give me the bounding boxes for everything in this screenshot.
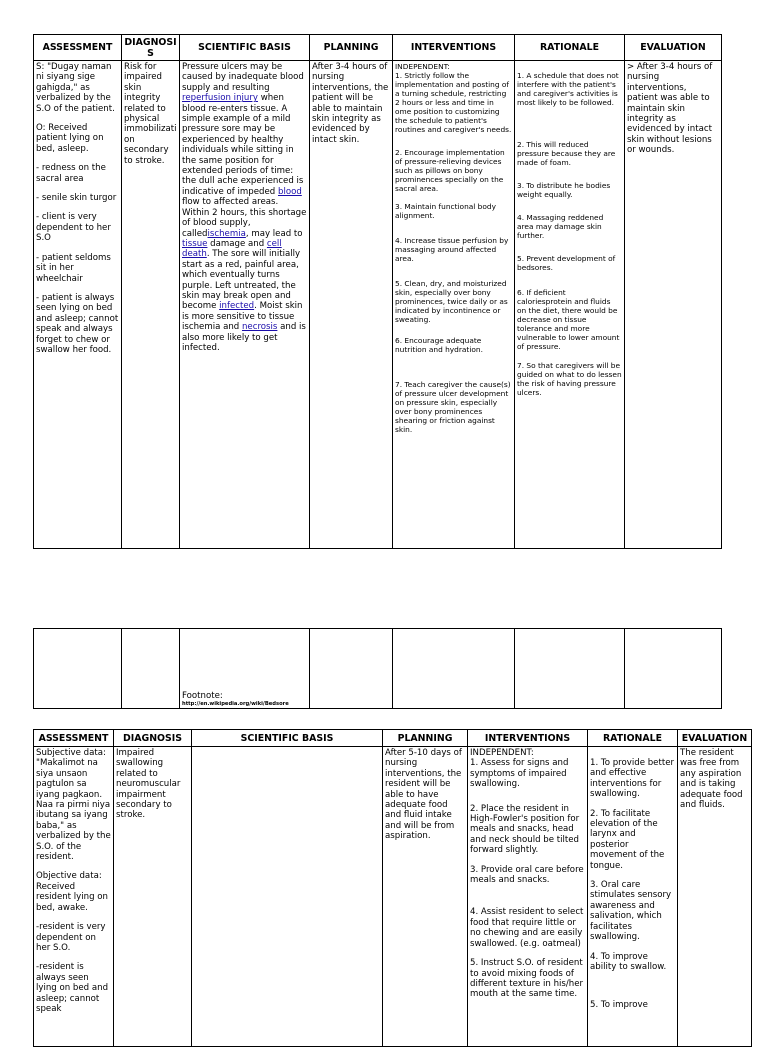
header-evaluation: EVALUATION (625, 35, 722, 61)
footnote-table (33, 628, 722, 709)
care-plan-table-skin-integrity (33, 34, 722, 549)
empty-cell (34, 629, 122, 709)
rationale-cell (515, 61, 625, 549)
footnote-url[interactable]: http://en.wikipedia.org/wiki/Bedsore (182, 701, 289, 707)
sci-text: , may lead to (245, 228, 303, 239)
header-rationale: RATIONALE (588, 730, 678, 747)
care-plan-table-swallowing (33, 729, 752, 1047)
empty-cell (393, 629, 515, 709)
interventions-cell (393, 61, 515, 549)
sci-text: and is also more likely to get infected. (182, 322, 306, 353)
cell-death-link[interactable]: cell death (182, 238, 282, 260)
assessment-line: - patient is always seen lying on bed and asleep; cannot speak and always forget to chew or swallow her food. (36, 292, 119, 355)
assessment-line: -resident is very dependent on her S.O. (36, 922, 106, 953)
rationale-item: 5. Prevent development of bedsores. (517, 254, 616, 272)
sci-text: damage and (207, 238, 267, 249)
assessment-line: - redness on the sacral area (36, 163, 106, 184)
scientific-basis-text (182, 62, 307, 353)
intervention-item: 2. Encourage implementation of pressure-relieving devices such as pillows on bony prominences specially on the sacral area. (395, 148, 505, 193)
table-row (34, 629, 722, 709)
necrosis-link[interactable]: necrosis (241, 322, 278, 333)
sci-text: . Moist skin is more sensitive to tissue ischemia and (182, 301, 303, 333)
diagnosis-cell (122, 61, 180, 549)
header-evaluation: EVALUATION (678, 730, 752, 747)
intervention-item: 4. Assist resident to select food that require little or no chewing and are easily swallowed. (e.g. oatmeal) (470, 907, 584, 949)
rationale-item: 2. To facilitate elevation of the larynx and posterior movement of the tongue. (590, 808, 665, 871)
ischemia-link[interactable]: ischemia (207, 228, 246, 239)
empty-cell (625, 629, 722, 709)
rationale-item: 4. Massaging reddened area may damage skin further. (517, 213, 604, 240)
header-scientific-basis: SCIENTIFIC BASIS (180, 35, 310, 61)
rationale-item: 3. Oral care stimulates sensory awareness and salivation, which facilitates swallowing. (590, 880, 672, 943)
assessment-cell (34, 61, 122, 549)
interventions-heading: INDEPENDENT: (470, 748, 534, 758)
planning-text: After 3-4 hours of nursing interventions, the patient will be able to maintain skin integrity as evidenced by intact skin. (312, 62, 389, 145)
rationale-item: 3. To distribute he bodies weight equally. (517, 181, 611, 199)
header-diagnosis: DIAGNOSIS (114, 730, 192, 747)
diagnosis-text: Impaired swallowing related to neuromuscular impairment secondary to stroke. (116, 748, 181, 821)
evaluation-text: > After 3-4 hours of nursing interventions, patient was able to maintain skin integrity as evidenced by intact skin without lesions or wounds. (627, 62, 713, 156)
intervention-item: 4. Increase tissue perfusion by massaging around affected area. (395, 236, 509, 263)
assessment-line: S: "Dugay naman ni siyang sige gahigda," as verbalized by the S.O of the patient. (36, 62, 115, 114)
header-rationale: RATIONALE (515, 35, 625, 61)
reperfusion-injury-link[interactable]: reperfusion injury (182, 93, 258, 104)
assessment-line: Objective data: Received resident lying on bed, awake. (36, 871, 108, 913)
intervention-item: 7. Teach caregiver the cause(s) of pressure ulcer development on pressure skin, especially over bony prominences shearing or friction against skin. (395, 380, 511, 434)
header-row (34, 730, 752, 747)
intervention-item: 3. Maintain functional body alignment. (395, 202, 496, 220)
empty-cell (122, 629, 180, 709)
assessment-line: -resident is always seen lying on bed and asleep; cannot speak (36, 962, 109, 1014)
evaluation-cell (678, 747, 752, 1047)
footnote-cell (180, 629, 310, 709)
intervention-item: 1. Assess for signs and symptoms of impaired swallowing. (470, 758, 569, 790)
interventions-cell (468, 747, 588, 1047)
intervention-item: 5. Clean, dry, and moisturized skin, especially over bony prominences, twice daily or as indicated by incontinence or sweating. (395, 279, 508, 324)
diagnosis-text: Risk for impaired skin integrity related to physical immobilization secondary to stroke. (124, 62, 177, 166)
assessment-line: - senile skin turgor (36, 193, 117, 204)
table-row (34, 747, 752, 1047)
intervention-item: 5. Instruct S.O. of resident to avoid mixing foods of different texture in his/her mouth at the same time. (470, 958, 584, 1000)
planning-text: After 5-10 days of nursing interventions, the resident will be able to have adequate food and fluid intake and will be from aspiration. (385, 748, 462, 842)
footnote-label: Footnote: (182, 690, 223, 701)
blood-link[interactable]: blood (277, 186, 302, 197)
evaluation-cell (625, 61, 722, 549)
rationale-item: 1. A schedule that does not interfere with the patient's and caregiver's activities is most likely to be followed. (517, 71, 619, 107)
assessment-line: Subjective data: "Makalimot na siya unsaon pagtulon sa iyang pagkaon. Naa ra pirmi niya ibutang sa iyang baba," as verbalized by the S.O. of the resident. (36, 748, 111, 863)
sci-text: flow to affected areas. Within 2 hours, this shortage of blood supply, called (182, 197, 307, 239)
assessment-line: - client is very dependent to her S.O (36, 212, 111, 244)
tissue-link[interactable]: tissue (182, 238, 208, 249)
intervention-item: 2. Place the resident in High-Fowler's position for meals and snacks, head and neck should be tilted forward slightly. (470, 803, 580, 856)
rationale-item: 5. To improve (590, 1000, 648, 1011)
planning-cell (383, 747, 468, 1047)
intervention-item: 1. Strictly follow the implementation and posting of a turning schedule, restricting 2 hours or less and time in ome position to customizing the schedule to patient's routines and caregiver's needs. (395, 71, 512, 134)
empty-cell (310, 629, 393, 709)
rationale-item: 6. If deficient caloriesprotein and fluids on the diet, there would be decrease on tissue tolerance and more vulnerable to lower amount of pressure. (517, 288, 620, 351)
header-planning: PLANNING (383, 730, 468, 747)
assessment-cell (34, 747, 114, 1047)
intervention-item: 6. Encourage adequate nutrition and hydration. (395, 336, 483, 354)
header-interventions: INTERVENTIONS (468, 730, 588, 747)
header-row (34, 35, 722, 61)
table-row (34, 61, 722, 549)
diagnosis-cell (114, 747, 192, 1047)
assessment-line: - patient seldoms sit in her wheelchair (36, 252, 111, 284)
assessment-line: O: Received patient lying on bed, asleep. (36, 123, 104, 154)
rationale-item: 7. So that caregivers will be guided on what to do lessen the risk of having pressure ulcers. (517, 361, 622, 397)
rationale-item: 1. To provide better and effective interventions for swallowing. (590, 758, 675, 800)
header-planning: PLANNING (310, 35, 393, 61)
sci-text: Pressure ulcers may be caused by inadequate blood supply and resulting (182, 62, 304, 93)
header-assessment: ASSESSMENT (34, 35, 122, 61)
header-diagnosis: DIAGNOSIS (122, 35, 180, 61)
scientific-basis-cell (192, 747, 383, 1047)
sci-text: when blood re-enters tissue. A simple example of a mild pressure sore may be experienced by healthy individuals while sitting in the same position for extended periods of time: the dull ache experienced is indicative of impeded (182, 93, 304, 197)
header-scientific-basis: SCIENTIFIC BASIS (192, 730, 383, 747)
empty-cell (515, 629, 625, 709)
rationale-cell (588, 747, 678, 1047)
planning-cell (310, 61, 393, 549)
interventions-heading: INDEPENDENT: (395, 62, 450, 71)
evaluation-text: The resident was free from any aspiration and is taking adequate food and fluids. (680, 748, 743, 811)
intervention-item: 3. Provide oral care before meals and snacks. (470, 864, 584, 886)
header-assessment: ASSESSMENT (34, 730, 114, 747)
infected-link[interactable]: infected (219, 301, 255, 312)
sci-text: . The sore will initially start as a red, painful area, which eventually turns purple. Left untreated, the skin may break open and become (182, 249, 301, 312)
rationale-item: 4. To improve ability to swallow. (590, 951, 667, 972)
scientific-basis-cell (180, 61, 310, 549)
header-interventions: INTERVENTIONS (393, 35, 515, 61)
rationale-item: 2. This will reduced pressure because they are made of foam. (517, 140, 616, 167)
